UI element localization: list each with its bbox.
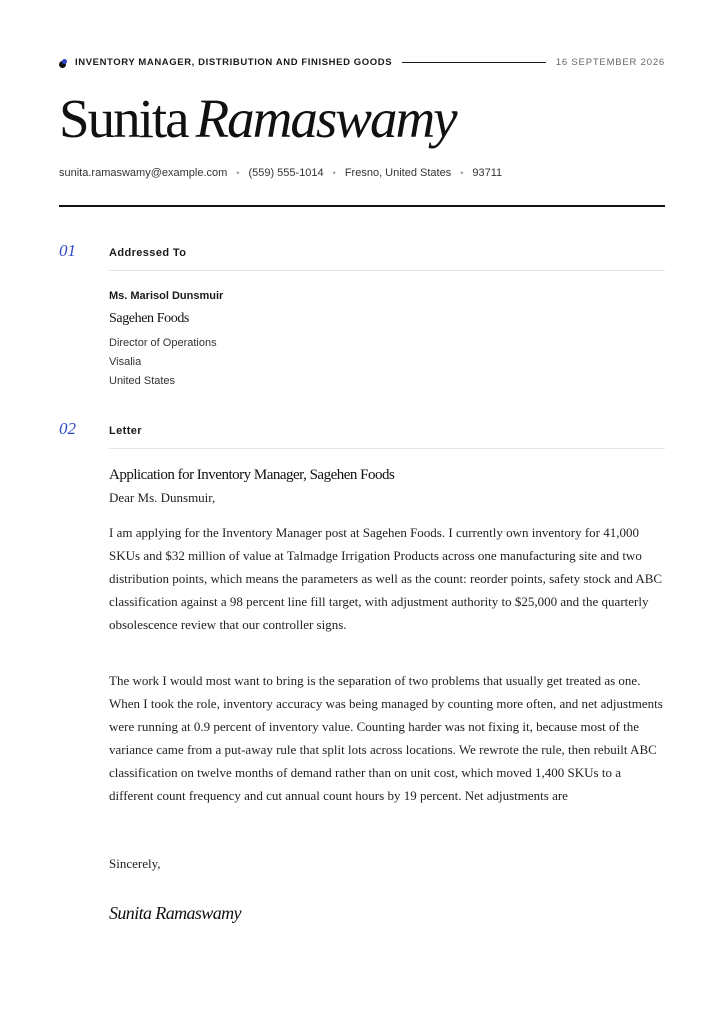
header-rule (59, 205, 665, 207)
first-name: Sunita (59, 88, 188, 149)
letter-signature: Sunita Ramaswamy (109, 903, 241, 923)
zip-code: 93711 (472, 167, 503, 179)
letter-paragraph: The work I would most want to bring is the separation of two problems that usually get treated as one. When I took the role, inventory accuracy was being managed by counting more often, and net adjustments were running at 0.9 percent of inventory value. Counting harder was not fixing it, because most of the variance came from a put-away rule that split lots across locations. We rewrote the rule, then rebuilt ABC classification on twelve months of demand rather than on unit cost, which moved 1,400 SKUs to a different count frequency and cut annual count hours by 19 percent. Net adjustments are (109, 673, 663, 803)
letter-closing: Sincerely, (109, 856, 161, 871)
applicant-name (59, 84, 456, 154)
top-bar (59, 54, 665, 70)
section-title-letter: Letter (109, 425, 142, 437)
separator: • (332, 168, 336, 178)
section-divider (109, 270, 665, 271)
section-number-addressed: 01 (59, 241, 76, 260)
contact-line (59, 167, 502, 179)
letter-salutation: Dear Ms. Dunsmuir, (109, 490, 216, 505)
recipient-city: Visalia (109, 356, 142, 368)
separator: • (460, 168, 464, 178)
phone-number[interactable]: (559) 555-1014 (248, 167, 324, 179)
separator: • (236, 168, 240, 178)
brand-dots-icon (59, 57, 67, 68)
last-name: Ramaswamy (195, 88, 456, 149)
letter-subject: Application for Inventory Manager, Sagehen Foods (109, 467, 395, 483)
section-divider (109, 448, 665, 449)
email-link[interactable]: sunita.ramaswamy@example.com (59, 167, 228, 179)
divider (402, 62, 546, 63)
recipient-title: Director of Operations (109, 337, 217, 349)
recipient-country: United States (109, 375, 176, 387)
letter-date: 16 SEPTEMBER 2026 (555, 56, 665, 68)
role-title: INVENTORY MANAGER, DISTRIBUTION AND FINISHED GOODS (75, 56, 393, 68)
recipient-company: Sagehen Foods (109, 311, 189, 326)
letter-paragraph: I am applying for the Inventory Manager post at Sagehen Foods. I currently own inventory for 41,000 SKUs and $32 million of value at Talmadge Irrigation Products across one manufacturing site and two distribution points, which means the parameters as well as the count: reorder points, safety stock and ABC classification against a 98 percent line fill target, with adjustment authority to $25,000 and the quarterly obsolescence review that our controller signs. (109, 525, 663, 632)
location: Fresno, United States (344, 167, 452, 179)
section-title-addressed: Addressed To (109, 247, 187, 259)
section-number-letter: 02 (59, 419, 76, 438)
recipient-name: Ms. Marisol Dunsmuir (109, 290, 224, 302)
